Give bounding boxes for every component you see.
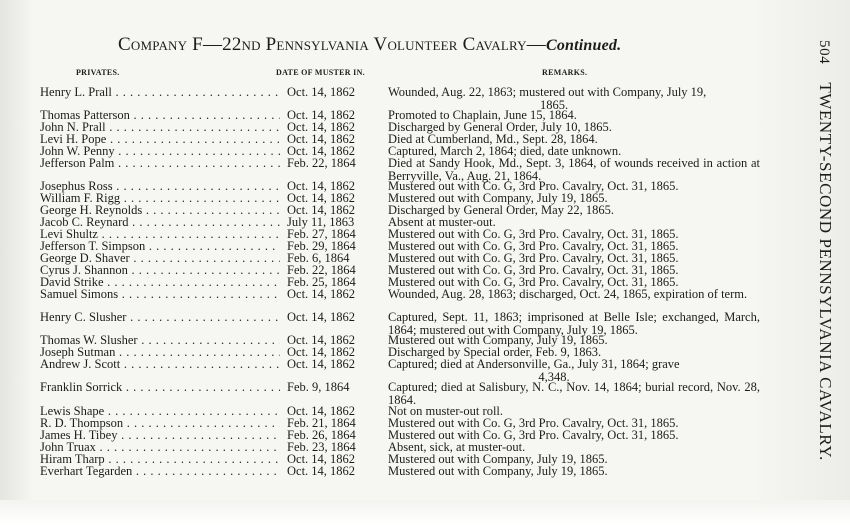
- remarks-text: Mustered out with Company, July 19, 1865.: [388, 464, 608, 478]
- remarks-text: Died at Cumberland, Md., Sept. 28, 1864.: [388, 132, 598, 146]
- page-title-continued: Continued.: [545, 37, 622, 54]
- remarks-text: Captured, March 2, 1864; died, date unknown.: [388, 144, 622, 158]
- remarks-text: Not on muster-out roll.: [388, 404, 504, 418]
- muster-date: Feb. 9, 1864: [287, 380, 350, 394]
- soldier-name: Josephus Ross . . .: [40, 180, 280, 193]
- remarks-text: Absent at muster-out.: [388, 215, 496, 229]
- column-header-remarks: REMARKS.: [542, 68, 588, 77]
- remarks-text: Discharged by General Order, May 22, 1865.: [388, 203, 614, 217]
- soldier-name: R. D. Thompson . . .: [40, 417, 280, 430]
- soldier-name: George D. Shaver . . .: [40, 252, 280, 265]
- page-number: 504: [816, 40, 832, 65]
- soldier-name: Cyrus J. Shannon . . .: [40, 264, 280, 277]
- muster-date: Oct. 14, 1862: [287, 179, 356, 193]
- muster-date: Feb. 26, 1864: [287, 428, 356, 442]
- muster-date: July 11, 1863: [287, 215, 355, 229]
- muster-date: Oct. 14, 1862: [287, 120, 356, 134]
- soldier-name: Everhart Tegarden . . .: [40, 465, 280, 478]
- muster-date: Oct. 14, 1862: [287, 287, 356, 301]
- muster-date: Feb. 21, 1864: [287, 416, 356, 430]
- remarks-text: Captured; died at Andersonville, Ga., July 31, 1864; grave: [388, 357, 680, 371]
- remarks-text: Mustered out with Co. G, 3rd Pro. Cavalry, Oct. 31, 1865.: [388, 239, 679, 253]
- soldier-name: Joseph Sutman . . .: [40, 346, 280, 359]
- remarks-text: Captured; died at Salisbury, N. C., Nov. 14, 1864; burial record, Nov. 28, 1864.: [388, 380, 760, 407]
- remarks-text: Mustered out with Co. G, 3rd Pro. Cavalry, Oct. 31, 1865.: [388, 227, 679, 241]
- remarks-text: Wounded, Aug. 28, 1863; discharged, Oct. 24, 1865, expiration of term.: [388, 287, 748, 301]
- soldier-name: William F. Rigg . . .: [40, 192, 280, 205]
- remarks-text: Discharged by Special order, Feb. 9, 1863.: [388, 345, 602, 359]
- soldier-name: Jefferson Palm . . .: [40, 157, 280, 170]
- muster-date: Oct. 14, 1862: [287, 404, 356, 418]
- soldier-name: Henry C. Slusher . . .: [40, 311, 280, 324]
- column-header-privates: PRIVATES.: [76, 68, 120, 77]
- remarks-text: Mustered out with Co. G, 3rd Pro. Cavalry, Oct. 31, 1865.: [388, 275, 679, 289]
- soldier-name: Levi H. Pope . . .: [40, 133, 280, 146]
- muster-date: Oct. 14, 1862: [287, 203, 356, 217]
- running-head: [815, 40, 835, 461]
- remarks-text: Mustered out with Co. G, 3rd Pro. Cavalry, Oct. 31, 1865.: [388, 251, 679, 265]
- soldier-name: Andrew J. Scott . . .: [40, 358, 280, 371]
- remarks-text: Mustered out with Company, July 19, 1865.: [388, 452, 608, 466]
- soldier-name: Franklin Sorrick . . .: [40, 381, 280, 394]
- page-title: [118, 34, 738, 56]
- soldier-name: Thomas W. Slusher . . .: [40, 334, 280, 347]
- muster-date: Oct. 14, 1862: [287, 108, 356, 122]
- remarks-text: Captured, Sept. 11, 1863; imprisoned at Belle Isle; exchanged, March, 1864; mustered out with Company, July 19, 1865.: [388, 310, 760, 337]
- column-header-date: DATE OF MUSTER IN.: [276, 68, 365, 77]
- remarks-text: Promoted to Chaplain, June 15, 1864.: [388, 108, 577, 122]
- muster-date: Oct. 14, 1862: [287, 144, 356, 158]
- remarks-text: Mustered out with Company, July 19, 1865.: [388, 333, 608, 347]
- soldier-name: Jacob C. Reynard . . .: [40, 216, 280, 229]
- remarks-text: Mustered out with Co. G, 3rd Pro. Cavalry, Oct. 31, 1865.: [388, 416, 679, 430]
- remarks-continuation: 1865.: [539, 97, 569, 112]
- page-bottom-edge: [0, 500, 850, 525]
- muster-date: Oct. 14, 1862: [287, 345, 356, 359]
- soldier-name: Henry L. Prall . . .: [40, 86, 280, 99]
- soldier-name: George H. Reynolds . . .: [40, 204, 280, 217]
- muster-date: Feb. 27, 1864: [287, 227, 356, 241]
- soldier-name: Lewis Shape . . .: [40, 405, 280, 418]
- soldier-name: John W. Penny . . .: [40, 145, 280, 158]
- soldier-name: James H. Tibey . . .: [40, 429, 280, 442]
- muster-date: Oct. 14, 1862: [287, 464, 356, 478]
- muster-date: Feb. 23, 1864: [287, 440, 356, 454]
- muster-date: Feb. 25, 1864: [287, 275, 356, 289]
- running-head-text: TWENTY-SECOND PENNSYLVANIA CAVALRY.: [816, 82, 835, 461]
- remarks-text: Mustered out with Co. G, 3rd Pro. Cavalry, Oct. 31, 1865.: [388, 428, 679, 442]
- soldier-name: John N. Prall . . .: [40, 121, 280, 134]
- muster-date: Feb. 29, 1864: [287, 239, 356, 253]
- remarks-text: Mustered out with Co. G, 3rd Pro. Cavalry, Oct. 31, 1865.: [388, 179, 679, 193]
- soldier-name: Levi Shultz . . .: [40, 228, 280, 241]
- remarks-text: Mustered out with Co. G, 3rd Pro. Cavalry, Oct. 31, 1865.: [388, 263, 679, 277]
- remarks-text: Died at Sandy Hook, Md., Sept. 3, 1864, of wounds received in action at Berryville, Va., Aug. 21, 1864.: [388, 156, 760, 183]
- muster-date: Oct. 14, 1862: [287, 85, 356, 99]
- soldier-name: Thomas Patterson . . .: [40, 109, 280, 122]
- muster-date: Feb. 22, 1864: [287, 263, 356, 277]
- muster-date: Oct. 14, 1862: [287, 191, 356, 205]
- remarks-text: Wounded, Aug. 22, 1863; mustered out with Company, July 19,: [388, 85, 707, 99]
- muster-date: Feb. 6, 1864: [287, 251, 350, 265]
- soldier-name: John Truax . . .: [40, 441, 280, 454]
- muster-date: Feb. 22, 1864: [287, 156, 356, 170]
- remarks-text: Absent, sick, at muster-out.: [388, 440, 526, 454]
- muster-date: Oct. 14, 1862: [287, 310, 356, 324]
- muster-date: Oct. 14, 1862: [287, 357, 356, 371]
- remarks-continuation: 4,348.: [538, 369, 570, 384]
- muster-date: Oct. 14, 1862: [287, 132, 356, 146]
- soldier-name: Samuel Simons . . .: [40, 288, 280, 301]
- page-title-main: Company F—22nd Pennsylvania Volunteer Cavalry—: [118, 34, 546, 55]
- soldier-name: David Strike . . .: [40, 276, 280, 289]
- remarks-text: Discharged by General Order, July 10, 1865.: [388, 120, 612, 134]
- muster-date: Oct. 14, 1862: [287, 333, 356, 347]
- muster-date: Oct. 14, 1862: [287, 452, 356, 466]
- soldier-name: Hiram Tharp . . .: [40, 453, 280, 466]
- remarks-text: Mustered out with Company, July 19, 1865.: [388, 191, 608, 205]
- soldier-name: Jefferson T. Simpson . . .: [40, 240, 280, 253]
